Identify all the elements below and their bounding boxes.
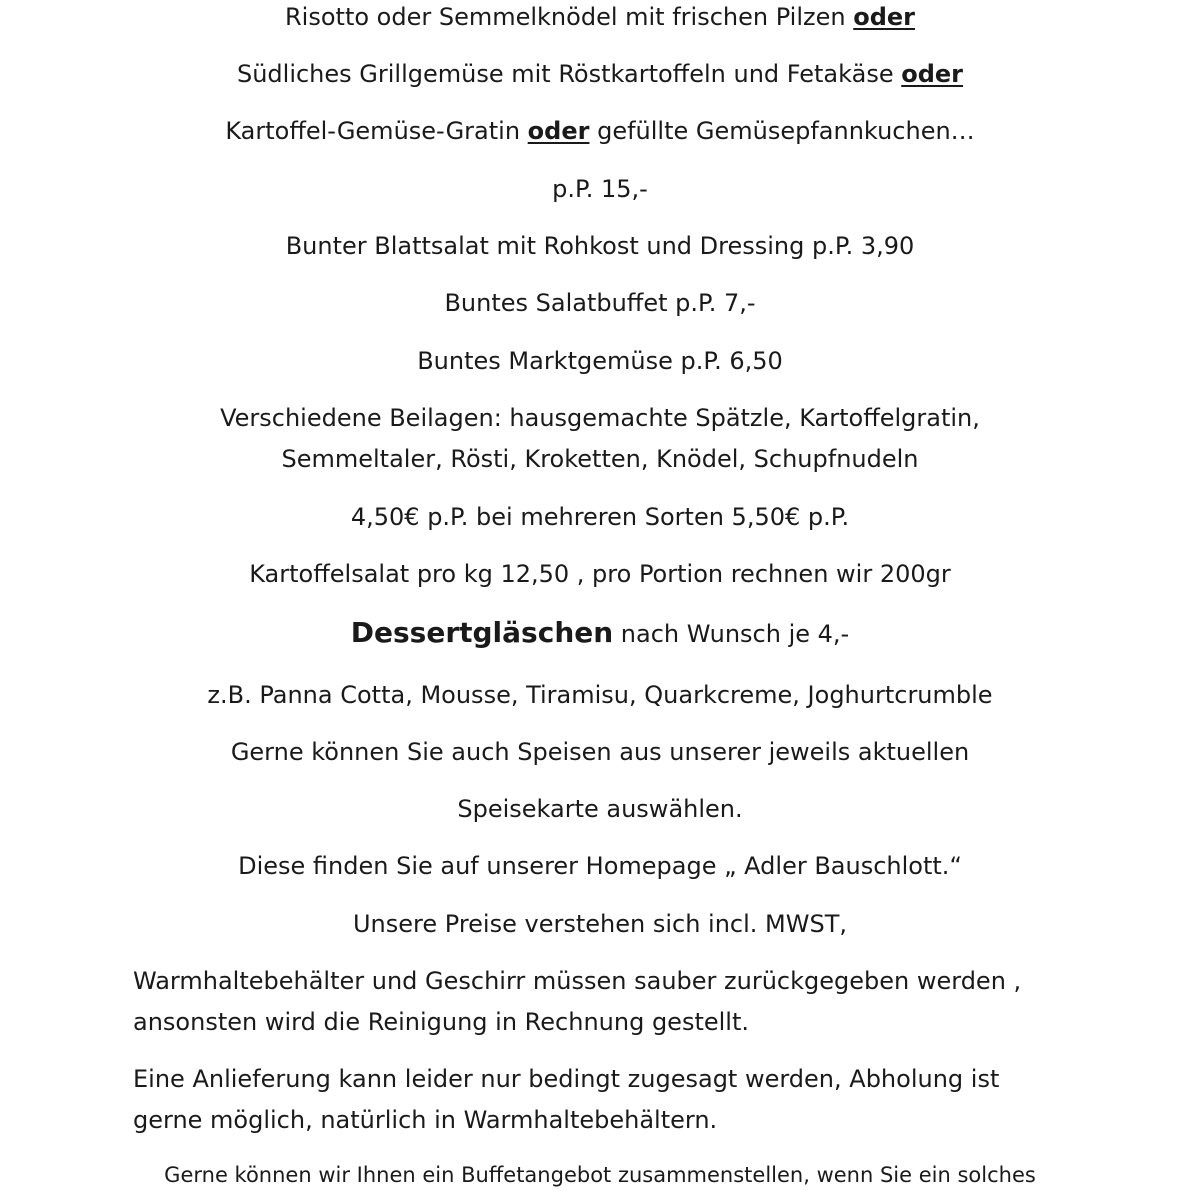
vat-line: Unsere Preise verstehen sich incl. MWST,	[352, 910, 847, 938]
oder-emphasis: oder	[853, 3, 915, 31]
menu-line-risotto-text: Risotto oder Semmelknödel mit frischen Pilzen	[285, 3, 854, 31]
sides-price-line: 4,50€ p.P. bei mehreren Sorten 5,50€ p.P.	[350, 503, 850, 531]
main-course-price: p.P. 15,-	[552, 175, 648, 203]
oder-emphasis: oder	[901, 60, 964, 88]
vegetables-line: Buntes Marktgemüse p.P. 6,50	[417, 347, 783, 375]
menu-line-risotto	[0, 2, 1200, 32]
menu-line-grillgemuese-text: Südliches Grillgemüse mit Röstkartoffeln und Fetakäse	[236, 60, 902, 88]
homepage-line: Diese finden Sie auf unserer Homepage „ Adler Bauschlott.“	[238, 852, 962, 880]
buffet-offer-line: Gerne können wir Ihnen ein Buffetangebot zusammenstellen, wenn Sie ein solches	[164, 1163, 1036, 1187]
sides-line-1: Verschiedene Beilagen: hausgemachte Spätzle, Kartoffelgratin,	[220, 404, 980, 432]
dessert-price: nach Wunsch je 4,-	[613, 620, 850, 648]
delivery-line-2: gerne möglich, natürlich in Warmhaltebehältern.	[133, 1106, 718, 1134]
potato-salad-line: Kartoffelsalat pro kg 12,50 , pro Portion rechnen wir 200gr	[249, 560, 951, 588]
menu-line-gratin-pre: Kartoffel-Gemüse-Gratin	[225, 117, 528, 145]
containers-line-2: ansonsten wird die Reinigung in Rechnung gestellt.	[133, 1008, 749, 1036]
dessert-examples-line: z.B. Panna Cotta, Mousse, Tiramisu, Quarkcreme, Joghurtcrumble	[207, 681, 993, 709]
menu-note-line-1: Gerne können Sie auch Speisen aus unserer jeweils aktuellen	[230, 738, 970, 766]
salad-buffet-line: Buntes Salatbuffet p.P. 7,-	[444, 289, 756, 317]
menu-note-line-2: Speisekarte auswählen.	[457, 795, 743, 823]
menu-line-gratin	[0, 116, 1200, 146]
menu-line-gratin-post: gefüllte Gemüsepfannkuchen…	[589, 117, 975, 145]
oder-emphasis: oder	[527, 117, 590, 145]
sides-line-2: Semmeltaler, Rösti, Kroketten, Knödel, Schupfnudeln	[281, 445, 919, 473]
menu-line-grillgemuese	[0, 59, 1200, 89]
salad-leaf-line: Bunter Blattsalat mit Rohkost und Dressing p.P. 3,90	[285, 232, 915, 260]
dessert-title: Dessertgläschen	[350, 616, 614, 649]
delivery-line-1: Eine Anlieferung kann leider nur bedingt zugesagt werden, Abholung ist	[133, 1065, 1000, 1093]
dessert-line	[0, 618, 1200, 649]
containers-line-1: Warmhaltebehälter und Geschirr müssen sauber zurückgegeben werden ,	[133, 967, 1022, 995]
